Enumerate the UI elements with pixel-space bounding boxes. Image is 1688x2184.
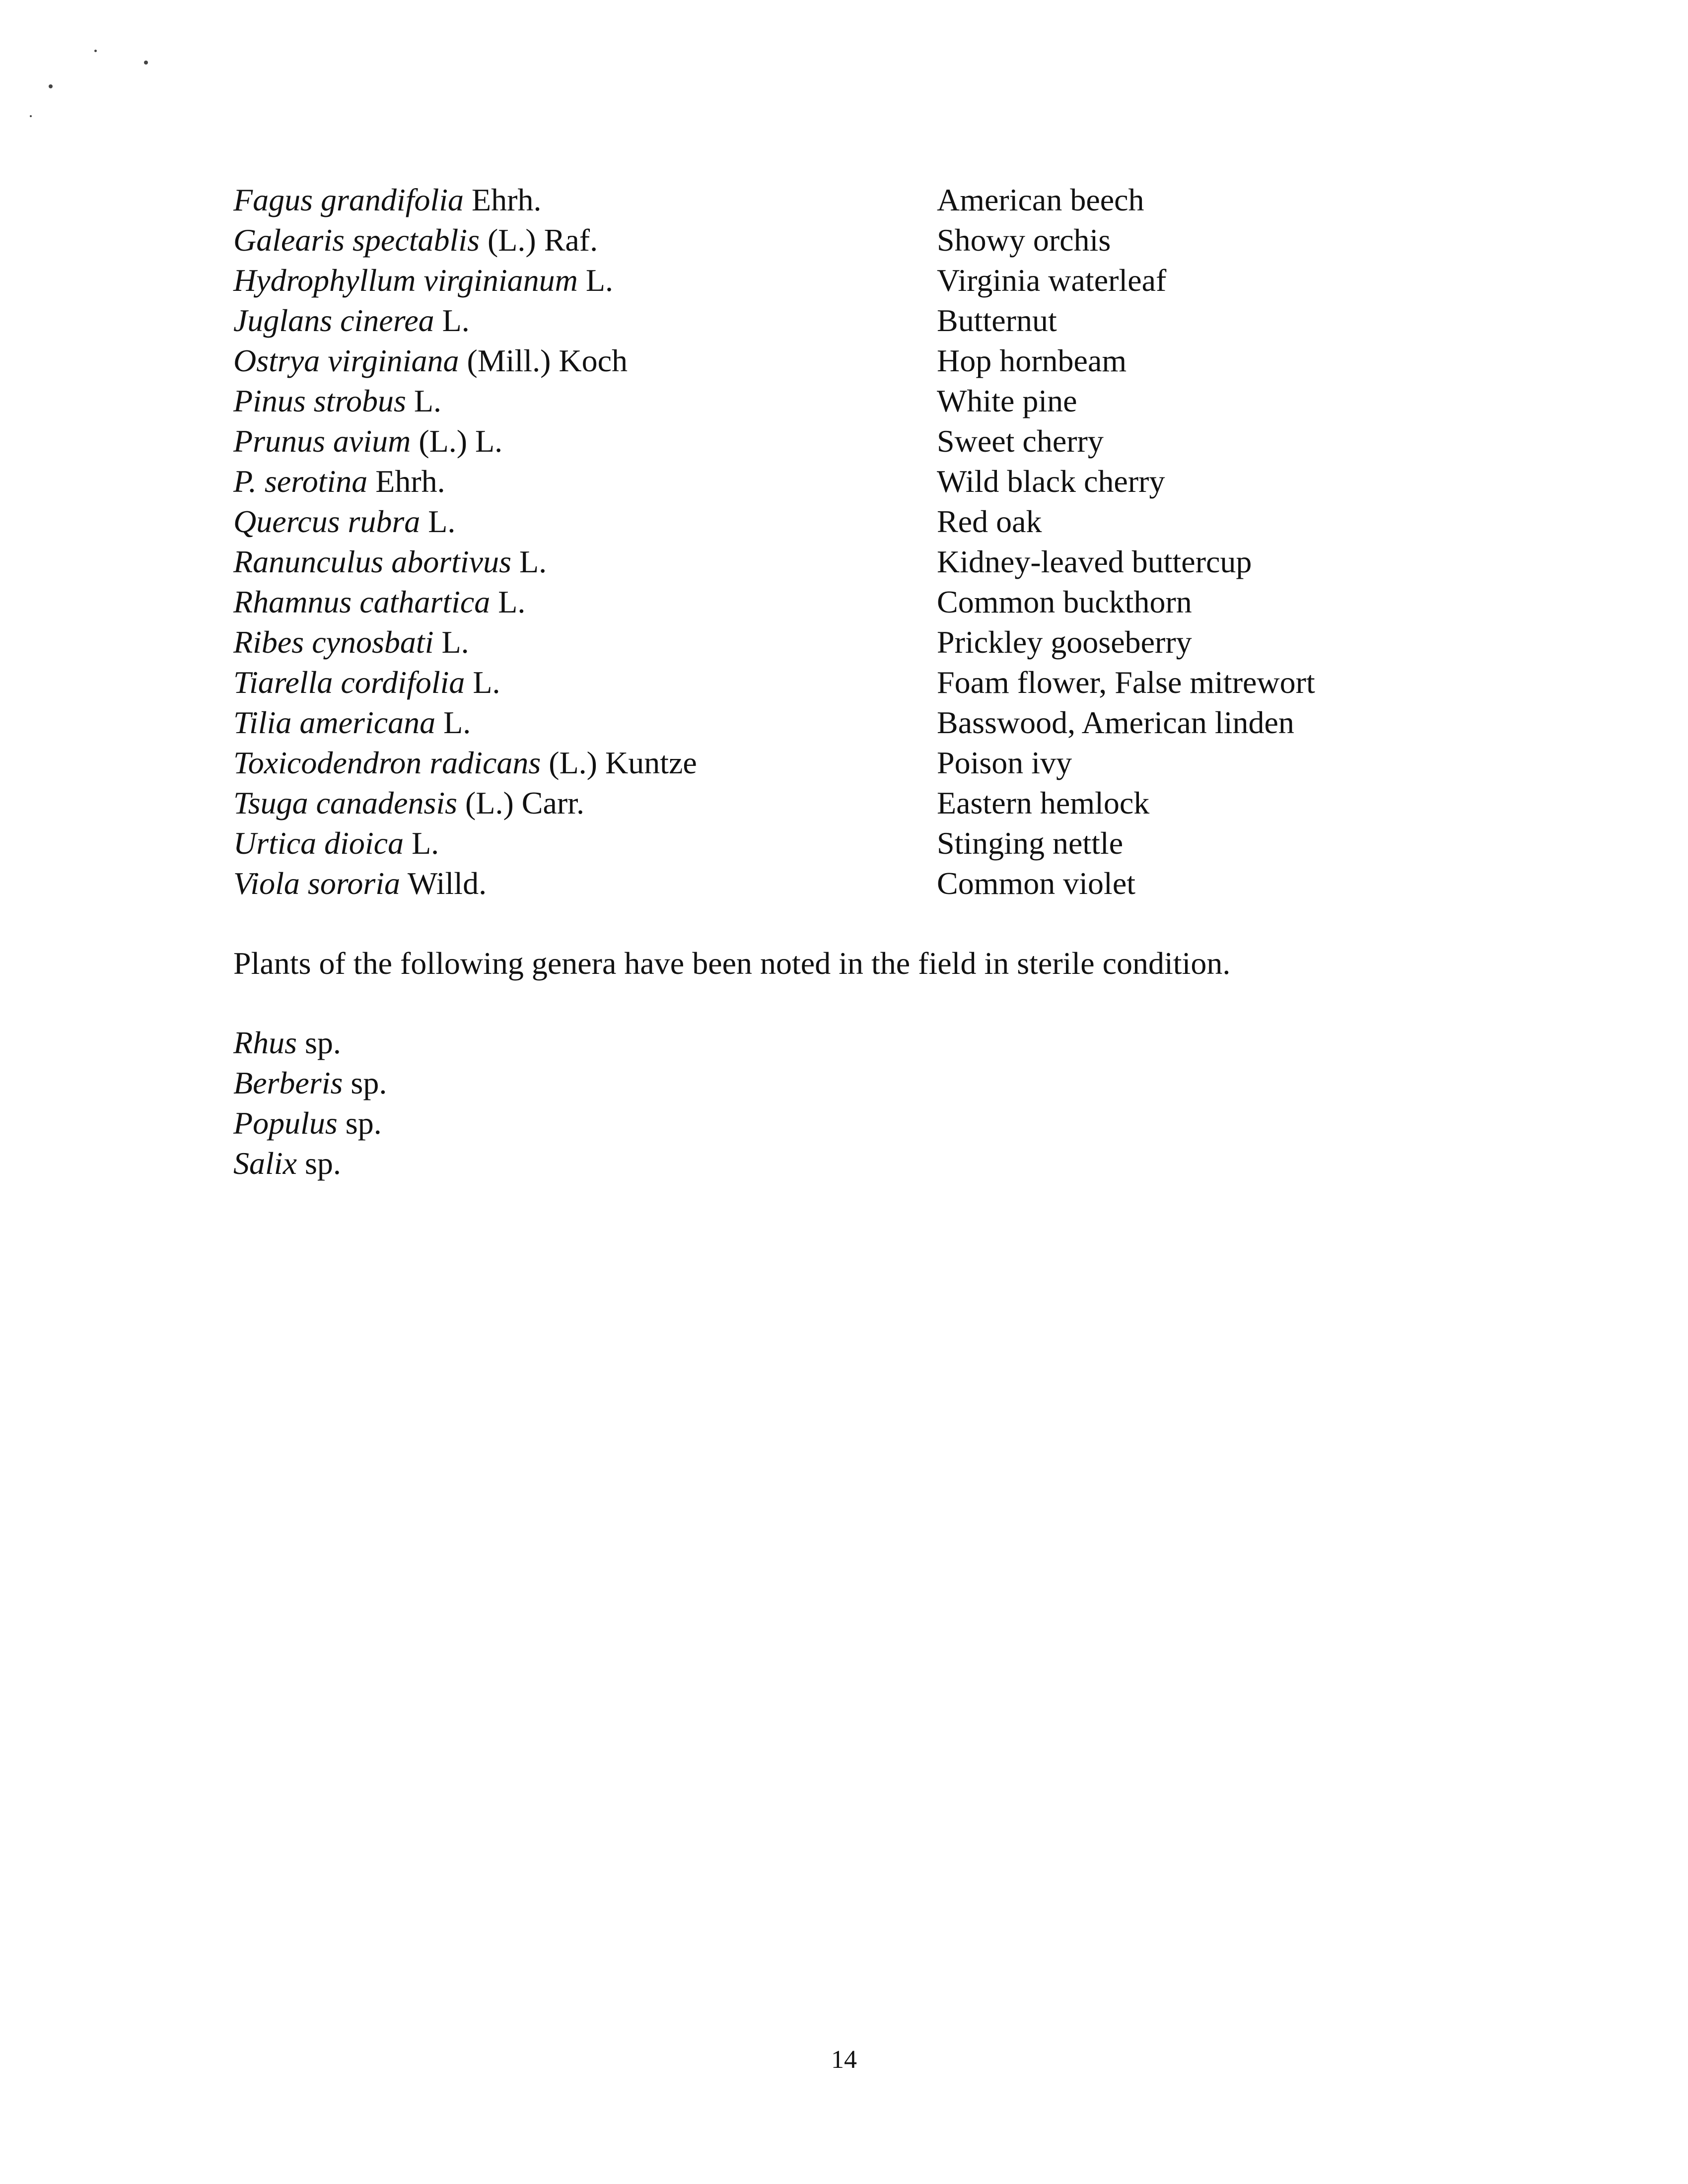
species-row <box>233 542 1450 582</box>
scientific-name-cell <box>233 823 937 863</box>
common-name: Foam flower, False mitrewort <box>937 665 1315 700</box>
authority: L. <box>519 544 547 579</box>
scientific-name: Ostrya virginiana <box>233 343 459 378</box>
scientific-name-cell <box>233 421 937 461</box>
species-row <box>233 783 1450 823</box>
authority: Willd. <box>407 866 487 901</box>
common-name: Showy orchis <box>937 222 1111 258</box>
common-name: Butternut <box>937 303 1057 338</box>
scientific-name-cell <box>233 220 937 260</box>
scientific-name: Ribes cynosbati <box>233 624 434 660</box>
page-number: 14 <box>831 2046 857 2074</box>
scientific-name-cell <box>233 180 937 220</box>
genus-row <box>233 1023 387 1063</box>
scientific-name: Quercus rubra <box>233 504 421 539</box>
authority: Ehrh. <box>375 464 445 499</box>
authority: (Mill.) Koch <box>467 343 628 378</box>
authority: L. <box>428 504 456 539</box>
species-row <box>233 501 1450 542</box>
species-row <box>233 341 1450 381</box>
scan-speck <box>94 50 97 52</box>
scientific-name-cell <box>233 783 937 823</box>
species-row <box>233 260 1450 300</box>
common-name: American beech <box>937 182 1144 217</box>
scientific-name: Fagus grandifolia <box>233 182 464 217</box>
scientific-name-cell <box>233 582 937 622</box>
genus-suffix: sp. <box>351 1065 387 1100</box>
authority: L. <box>443 705 471 740</box>
genus-row <box>233 1103 387 1143</box>
species-row <box>233 662 1450 702</box>
species-row <box>233 863 1450 903</box>
common-name: Common violet <box>937 866 1135 901</box>
common-name: Basswood, American linden <box>937 705 1294 740</box>
common-name: Common buckthorn <box>937 584 1192 619</box>
scientific-name: Ranunculus abortivus <box>233 544 511 579</box>
species-row <box>233 823 1450 863</box>
common-name: Kidney-leaved buttercup <box>937 544 1252 579</box>
genus-name: Salix <box>233 1146 297 1181</box>
scientific-name: Toxicodendron radicans <box>233 745 541 780</box>
genus-row <box>233 1143 387 1183</box>
scientific-name: Galearis spectablis <box>233 222 480 258</box>
authority: L. <box>414 383 441 418</box>
scientific-name-cell <box>233 542 937 582</box>
species-row <box>233 381 1450 421</box>
common-name: Wild black cherry <box>937 464 1165 499</box>
common-name: Stinging nettle <box>937 825 1124 861</box>
species-row <box>233 180 1450 220</box>
common-name: Eastern hemlock <box>937 785 1150 820</box>
species-row <box>233 702 1450 743</box>
scientific-name-cell <box>233 501 937 542</box>
scientific-name: Prunus avium <box>233 423 411 459</box>
genus-name: Berberis <box>233 1065 343 1100</box>
authority: L. <box>498 584 526 619</box>
scientific-name: Juglans cinerea <box>233 303 434 338</box>
genus-suffix: sp. <box>305 1025 341 1060</box>
common-name: Sweet cherry <box>937 423 1104 459</box>
authority: (L.) Carr. <box>465 785 584 820</box>
species-list <box>233 180 1450 903</box>
authority: L. <box>442 303 470 338</box>
scientific-name-cell <box>233 662 937 702</box>
scientific-name-cell <box>233 702 937 743</box>
common-name: Red oak <box>937 504 1042 539</box>
scientific-name: P. serotina <box>233 464 368 499</box>
species-row <box>233 582 1450 622</box>
scientific-name: Hydrophyllum virginianum <box>233 263 578 298</box>
scan-speck <box>49 84 53 88</box>
species-row <box>233 743 1450 783</box>
genus-name: Rhus <box>233 1025 297 1060</box>
scan-speck <box>144 61 148 65</box>
genera-list <box>233 1023 387 1183</box>
genus-name: Populus <box>233 1105 338 1141</box>
scan-speck <box>30 115 32 117</box>
authority: Ehrh. <box>472 182 542 217</box>
scientific-name-cell <box>233 622 937 662</box>
scientific-name: Pinus strobus <box>233 383 406 418</box>
authority: (L.) L. <box>419 423 503 459</box>
authority: L. <box>473 665 500 700</box>
common-name: White pine <box>937 383 1077 418</box>
authority: (L.) Kuntze <box>549 745 697 780</box>
scientific-name-cell <box>233 381 937 421</box>
genus-suffix: sp. <box>304 1146 341 1181</box>
species-row <box>233 300 1450 341</box>
scientific-name: Urtica dioica <box>233 825 404 861</box>
scientific-name-cell <box>233 300 937 341</box>
scientific-name-cell <box>233 743 937 783</box>
scientific-name: Tiarella cordifolia <box>233 665 465 700</box>
species-row <box>233 622 1450 662</box>
scientific-name: Rhamnus cathartica <box>233 584 491 619</box>
scientific-name-cell <box>233 461 937 501</box>
authority: L. <box>441 624 469 660</box>
common-name: Prickley gooseberry <box>937 624 1192 660</box>
common-name: Virginia waterleaf <box>937 263 1167 298</box>
sterile-genera-note: Plants of the following genera have been noted in the field in sterile condition. <box>233 946 1231 981</box>
species-row <box>233 220 1450 260</box>
scientific-name: Viola sororia <box>233 866 401 901</box>
common-name: Poison ivy <box>937 745 1072 780</box>
genus-row <box>233 1063 387 1103</box>
common-name: Hop hornbeam <box>937 343 1127 378</box>
scientific-name: Tsuga canadensis <box>233 785 458 820</box>
genus-suffix: sp. <box>345 1105 382 1141</box>
scientific-name-cell <box>233 341 937 381</box>
scientific-name: Tilia americana <box>233 705 436 740</box>
species-row <box>233 461 1450 501</box>
authority: L. <box>412 825 439 861</box>
scientific-name-cell <box>233 260 937 300</box>
species-row <box>233 421 1450 461</box>
authority: (L.) Raf. <box>487 222 598 258</box>
scientific-name-cell <box>233 863 937 903</box>
authority: L. <box>585 263 613 298</box>
